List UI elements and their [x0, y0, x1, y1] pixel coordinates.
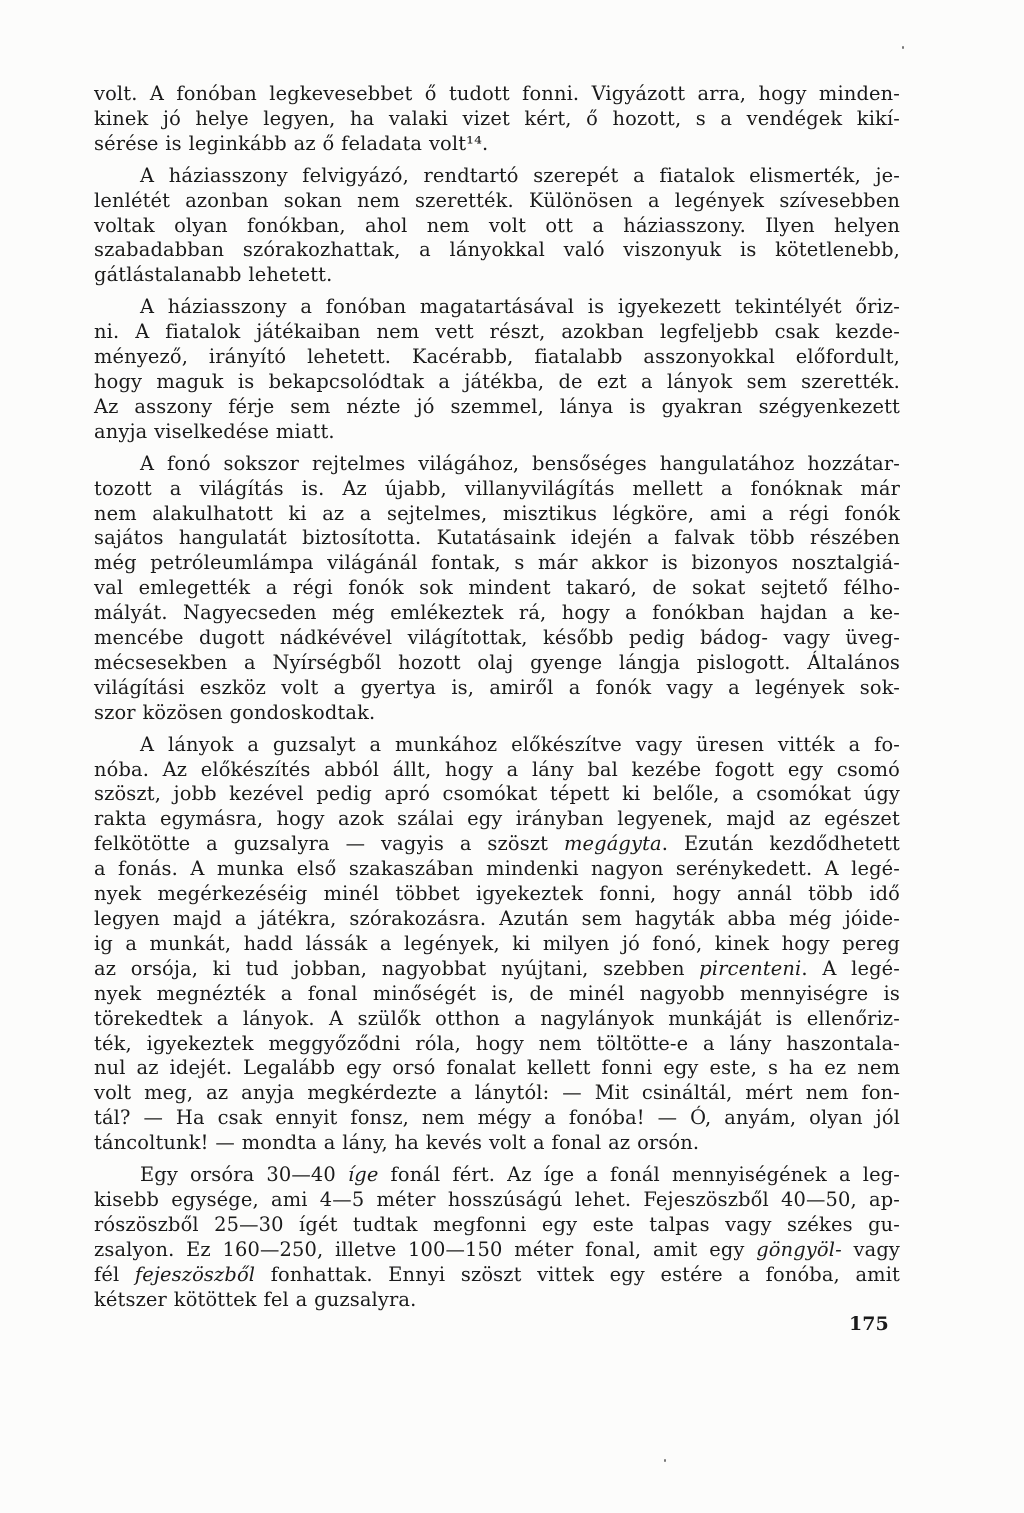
text-line: anyja viselkedése miatt.	[94, 419, 335, 443]
scan-speck	[664, 1459, 666, 1462]
text-line: ték, igyekeztek meggyőződni róla, hogy nem töltötte-e a lány haszontala-	[94, 1031, 900, 1055]
text-line: mencébe dugott nádkévével világítottak, később pedig bádog- vagy üveg-	[94, 626, 900, 650]
text-line: szor közösen gondoskodtak.	[94, 700, 376, 724]
text-line: az orsója, ki tud jobban, nagyobbat nyújtani, szebben pircenteni. A legé-	[94, 956, 900, 980]
text-line: sajátos hangulatát biztosította. Kutatásaink idején a falvak több részében	[94, 526, 900, 550]
text-line: Egy orsóra 30—40 íge fonál fért. Az íge a fonál mennyiségének a leg-	[140, 1163, 901, 1187]
text-line: Az asszony férje sem nézte jó szemmel, lánya is gyakran szégyenkezett	[94, 394, 900, 418]
text-line: tozott a világítás is. Az újabb, villanyvilágítás mellett a fonóknak már	[94, 476, 900, 500]
text-line: fél fejeszöszből fonhattak. Ennyi szöszt vittek egy estére a fonóba, amit	[94, 1262, 900, 1286]
text-line: sérése is leginkább az ő feladata volt¹⁴.	[94, 131, 489, 155]
text-line: zsalyon. Ez 160—250, illetve 100—150 méter fonal, amit egy göngyöl- vagy	[94, 1237, 900, 1261]
text-line: nul az idejét. Legalább egy orsó fonalat kellett fonni egy este, s ha ez nem	[94, 1056, 900, 1080]
paragraph	[94, 452, 900, 726]
text-line: szöszt, jobb kezével pedig apró csomókat tépett ki belőle, a csomókat úgy	[94, 782, 900, 806]
text-line: ményező, irányító lehetett. Kacérabb, fiatalabb asszonyokkal előfordult,	[94, 345, 900, 369]
text-line: szabadabban szórakozhattak, a lányokkal való viszonyuk is kötetlenebb,	[94, 238, 900, 262]
text-line: nem alakulhatott ki az a sejtelmes, misztikus légköre, ami a régi fonók	[94, 501, 900, 525]
text-line: lenlétét azonban sokan nem szerették. Különösen a legények szívesebben	[94, 188, 900, 212]
text-line: val emlegették a régi fonók sok mindent takaró, de sokat sejtető félho-	[94, 576, 900, 600]
text-line: voltak olyan fonókban, ahol nem volt ott a háziasszony. Ilyen helyen	[94, 213, 900, 237]
text-line: mécsesekben a Nyírségből hozott olaj gyenge lángja pislogott. Általános	[94, 650, 900, 674]
scan-speck	[902, 46, 904, 49]
text-line: A háziasszony a fonóban magatartásával is igyekezett tekintélyét őriz-	[140, 295, 900, 319]
text-line: nyek megnézték a fonal minőségét is, de minél nagyobb mennyiségre is	[94, 981, 900, 1005]
text-line: nyek megérkezéséig minél többet igyekeztek fonni, hogy annál több idő	[94, 882, 900, 906]
text-line: világítási eszköz volt a gyertya is, amiről a fonók vagy a legények sok-	[94, 675, 900, 699]
text-line: táncoltunk! — mondta a lány, ha kevés volt a fonal az orsón.	[94, 1131, 700, 1155]
paragraph	[94, 1163, 900, 1312]
text-line: rakta egymásra, hogy azok szálai egy irányban legyenek, majd az egészet	[94, 807, 900, 831]
text-line: felkötötte a guzsalyra — vagyis a szöszt megágyta. Ezután kezdődhetett	[94, 832, 900, 856]
page-number: 175	[849, 1313, 889, 1335]
text-line: kisebb egysége, ami 4—5 méter hosszúságú lehet. Fejeszöszből 40—50, ap-	[94, 1187, 900, 1211]
text-line: gátlástalanabb lehetett.	[94, 263, 333, 287]
text-line: volt. A fonóban legkevesebbet ő tudott fonni. Vigyázott arra, hogy minden-	[94, 82, 900, 105]
paragraph	[94, 164, 900, 289]
paragraph	[94, 82, 900, 157]
text-line: volt meg, az anyja megkérdezte a lánytól: — Mit csináltál, mért nem fon-	[94, 1081, 900, 1105]
text-line: A lányok a guzsalyt a munkához előkészítve vagy üresen vitték a fo-	[140, 732, 900, 756]
text-line: legyen majd a játékra, szórakozásra. Azután sem hagyták abba még jóide-	[94, 907, 900, 930]
text-line: tál? — Ha csak ennyit fonsz, nem mégy a fonóba! — Ó, anyám, olyan jól	[94, 1106, 900, 1130]
text-line: kinek jó helye legyen, ha valaki vizet kért, ő hozott, s a vendégek kikí-	[94, 106, 900, 130]
paragraph	[94, 733, 900, 1156]
text-line: a fonás. A munka első szakaszában mindenki nagyon serénykedett. A legé-	[94, 857, 900, 881]
paragraph	[94, 295, 900, 444]
text-line: ig a munkát, hadd lássák a legények, ki milyen jó fonó, kinek hogy pereg	[94, 931, 900, 955]
text-line: nóba. Az előkészítés abból állt, hogy a lány bal kezébe fogott egy csomó	[94, 757, 900, 781]
text-line: mályát. Nagyecseden még emlékeztek rá, hogy a fonókban hajdan a ke-	[94, 601, 900, 625]
text-line: A háziasszony felvigyázó, rendtartó szerepét a fiatalok elismerték, je-	[140, 163, 900, 187]
text-line: ni. A fiatalok játékaiban nem vett részt, azokban legfeljebb csak kezde-	[94, 320, 900, 344]
text-line: törekedtek a lányok. A szülők otthon a nagylányok munkáját is ellenőriz-	[94, 1006, 900, 1030]
body-text	[94, 82, 900, 1320]
text-line: rószöszből 25—30 ígét tudtak megfonni egy este talpas vagy székes gu-	[94, 1212, 900, 1236]
text-line: A fonó sokszor rejtelmes világához, bensőséges hangulatához hozzátar-	[140, 451, 900, 475]
text-line: hogy maguk is bekapcsolódtak a játékba, de ezt a lányok sem szerették.	[94, 369, 900, 393]
text-line: még petróleumlámpa világánál fontak, s már akkor is bizonyos nosztalgiá-	[94, 551, 900, 575]
text-line: kétszer kötöttek fel a guzsalyra.	[94, 1287, 417, 1311]
